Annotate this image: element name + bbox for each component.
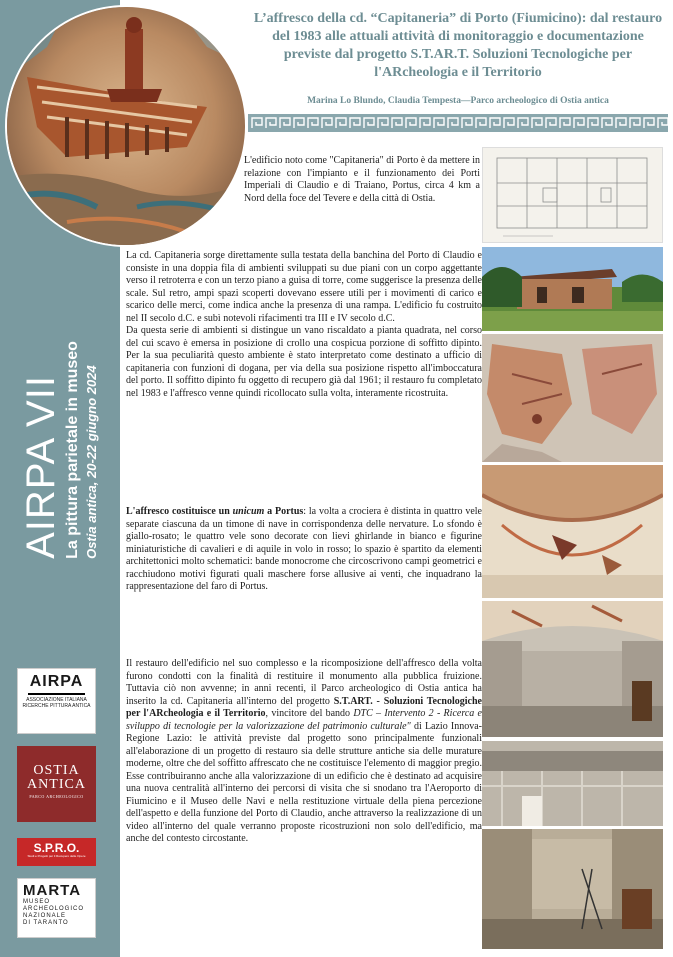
poster-title: L’affresco della cd. “Capitaneria” di Porto (Fiumicino): dal restauro del 1983 alle attuali attività di monitoraggio e documentazione previste dal progetto S.T.AR.T. Soluzioni Tecnologiche per l'ARcheologia e il Territorio (253, 11, 663, 80)
restoration-paragraph: Il restauro dell'edificio nel suo complesso e la ricomposizione dell'affresco della volta furono condotti con la finalità di restituire il monumento alla pubblica fruizione. Tuttavia ciò non avvenne; in anni recenti, il Parco archeologico di Ostia antica ha inserito la cd. Capitaneria all'interno del progetto S.T.ART. - Soluzioni Tecnologiche per l'ARcheologia e il Territorio, vincitore del bando DTC – Intervento 2 - Ricerca e sviluppo di tecnologie per la valorizzazione del patrimonio culturale" di Lazio Innova-Regione Lazio: le attività previste dal progetto sono principalmente funzionali all'elaborazione di un progetto di restauro sia delle strutture antiche sia delle murature moderne, oltre che del soffitto affrescato che ne costituisce l'elemento di maggior pregio. Esse contribuiranno anche alla valorizzazione di un edificio che è destinato ad acquisire una nuova centralità all'interno dei percorsi di visita che si snodano tra l'Aeroporto di Fiumicino e il Museo delle Navi e nella restituzione virtuale della piena percezione dell'aspetto e della funzione del Porto di Claudio, anche attraverso la realizzazione di un video all'interno del quale verranno proposte ricostruzioni non solo dell'edificio, ma anche del contesto circostante. (126, 658, 483, 844)
airpa-logo-full: ASSOCIAZIONE ITALIANA RICERCHE PITTURA ANTICA (22, 697, 91, 709)
event-subtitle: La pittura parietale in museo (64, 341, 81, 559)
spro-logo-sub: Studi e Progetti per il Recupero delle Opere (27, 854, 86, 858)
restored-room-photo (482, 601, 663, 737)
unicum-text: : la volta a crociera è distinta in quattro vele separate ciascuna da un timone di nave in corrispondenza delle nervature. Lo sfondo è giallo-rosato; le quattro vele sono decorate con lievi ghirlande in bianco e figurine miniaturistiche di cavalieri e di aquile in volo in rosso; lo spazio è spartito da elementi architettonici molto schematici: bande monocrome che circoscrivono campi geometrici e racchiudono motivi figurati quali maschere forse allusive ai venti, che inquadrano la rappresentazione del faro di Portus. (126, 506, 482, 592)
scaffolding-photo (482, 741, 663, 826)
floor-plan-drawing (482, 147, 663, 243)
ostia-logo-name: OSTIA ANTICA (27, 763, 86, 792)
ostia-logo-sub: PARCO ARCHEOLOGICO (29, 794, 84, 799)
building-text-1: La cd. Capitaneria sorge direttamente sulla testata della banchina del Porto di Claudio e consiste in una doppia fila di ambienti sviluppati su due piani con un corpo aggettante verso il retroterra e con un terzo piano a guisa di torre, come suggerisce la presenza delle scale. Sul retro, ampi spazi scoperti dovevano essere utili per i movimenti di carico e scarico delle merci, come indica anche la presenza di una rampa. L'edificio fu costruito nel II secolo d.C. e subì notevoli rifacimenti tra III e IV secolo d.C. (126, 250, 482, 324)
building-paragraph (126, 250, 482, 400)
unicum-lead: L'affresco costituisce un unicum a Portus (126, 506, 304, 517)
fresco-fragments-photo (482, 334, 663, 462)
intro-paragraph: L'edificio noto come "Capitaneria" di Porto è da mettere in relazione con l'impianto e il funzionamento dei Porti Imperiali di Claudio e di Traiano, Portus, circa 4 km a Nord della foce del Tevere e della città di Ostia. (244, 155, 480, 204)
marta-logo-name: MARTA (23, 882, 82, 899)
ostia-antica-logo (17, 746, 96, 822)
vertical-event-title (19, 341, 99, 559)
event-title: AIRPA VII (19, 375, 63, 559)
bando-name: DTC – Intervento 2 - Ricerca e sviluppo di tecnologie per la valorizzazione del patrimonio culturale" (126, 708, 482, 732)
project-name: S.T.ART. - Soluzioni Tecnologiche per l'ARcheologia e il Territorio (126, 695, 482, 719)
event-date: Ostia antica, 20-22 giugno 2024 (84, 365, 99, 559)
spro-logo-name: S.P.R.O. (33, 841, 80, 855)
airpa-logo-name: AIRPA (29, 673, 84, 690)
poster-authors: Marina Lo Blundo, Claudia Tempesta—Parco archeologico di Ostia antica (307, 96, 609, 106)
interior-survey-photo (482, 829, 663, 949)
unicum-paragraph (126, 506, 482, 594)
exterior-building-photo (482, 247, 663, 331)
greek-key-divider (248, 114, 668, 132)
fresco-vault-detail-photo (482, 465, 663, 598)
poster-header (248, 10, 668, 107)
marta-logo: MARTA MUSEO ARCHEOLOGICO NAZIONALE DI TARANTO (17, 878, 96, 938)
spro-logo (17, 838, 96, 866)
fresco-ship-image (5, 5, 247, 247)
airpa-logo (17, 668, 96, 734)
building-text-2: Da questa serie di ambienti si distingue un vano riscaldato a pianta quadrata, nel corso del cui scavo è emersa in posizione di crollo una cospicua porzione di soffitto dipinto. Per la sua peculiarità questo ambiente è stato interpretato come destinato a ufficio di capitaneria con funzioni di dogana, per via della sua posizione rispetto all'imboccatura del porto. Il soffitto dipinto fu oggetto di recupero già dal 1961; il restauro fu completato nel 1983 e l'affresco venne quindi ricollocato sulla volta, interamente ricostruita. (126, 325, 482, 399)
